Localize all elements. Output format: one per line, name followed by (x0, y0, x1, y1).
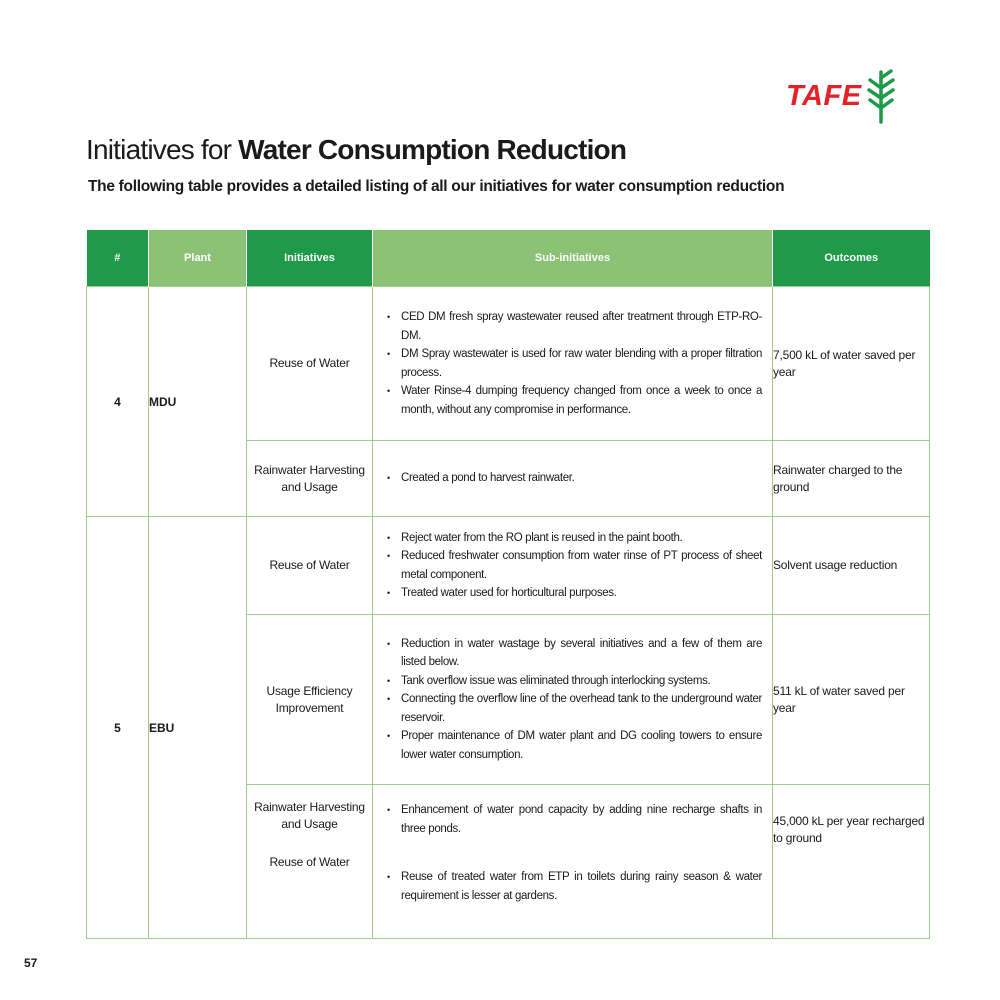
sub-initiative-item: • Created a pond to harvest rainwater. (387, 469, 762, 488)
header-outcomes: Outcomes (773, 230, 930, 287)
sub-initiative-item: • DM Spray wastewater is used for raw water blending with a proper filtration process. (387, 345, 762, 382)
row-initiative-secondary: Reuse of Water (269, 855, 350, 869)
row-outcome: Rainwater charged to the ground (773, 441, 930, 517)
sub-initiative-item: • Reduction in water wastage by several initiatives and a few of them are listed below. (387, 635, 762, 672)
page-number: 57 (24, 956, 38, 970)
logo-text: TAFE (786, 79, 862, 112)
row-sub-initiatives (373, 441, 773, 517)
table-row (87, 287, 930, 441)
sub-initiative-item: • Water Rinse-4 dumping frequency changed from once a week to once a month, without any compromise in performance. (387, 382, 762, 419)
sub-initiative-item: • Tank overflow issue was eliminated through interlocking systems. (387, 672, 762, 691)
table-header-row (87, 230, 930, 287)
row-outcome: 45,000 kL per year recharged to ground (773, 785, 930, 939)
row-initiative-cell (247, 785, 373, 939)
row-outcome: 511 kL of water saved per year (773, 615, 930, 785)
sub-initiative-item: • Treated water used for horticultural purposes. (387, 584, 762, 603)
row-initiative: Reuse of Water (247, 517, 373, 615)
header-number: # (87, 230, 149, 287)
header-plant: Plant (149, 230, 247, 287)
row-plant: EBU (149, 517, 247, 939)
row-sub-initiatives (373, 615, 773, 785)
row-number: 5 (87, 517, 149, 939)
sub-initiative-item: • Connecting the overflow line of the overhead tank to the underground water reservoir. (387, 690, 762, 727)
table-row (87, 517, 930, 615)
row-plant: MDU (149, 287, 247, 517)
row-initiative: Rainwater Harvesting and Usage (254, 800, 365, 831)
header-initiatives: Initiatives (247, 230, 373, 287)
page-title (86, 134, 626, 166)
tafe-logo (786, 66, 936, 126)
row-outcome: Solvent usage reduction (773, 517, 930, 615)
sub-initiative-item: • Reuse of treated water from ETP in toilets during rainy season & water requirement is lesser at gardens. (387, 868, 762, 905)
wheat-leaf-icon (866, 68, 896, 124)
initiatives-table (86, 230, 930, 939)
sub-initiative-item: • Reduced freshwater consumption from water rinse of PT process of sheet metal component. (387, 547, 762, 584)
sub-initiative-item: • Proper maintenance of DM water plant and DG cooling towers to ensure lower water consumption. (387, 727, 762, 764)
title-bold: Water Consumption Reduction (238, 134, 627, 165)
sub-initiative-item: • Reject water from the RO plant is reused in the paint booth. (387, 529, 762, 548)
row-initiative: Usage Efficiency Improvement (247, 615, 373, 785)
header-sub-initiatives: Sub-initiatives (373, 230, 773, 287)
title-light: Initiatives for (86, 134, 239, 165)
row-sub-initiatives (373, 785, 773, 939)
sub-initiative-item: • CED DM fresh spray wastewater reused after treatment through ETP-RO-DM. (387, 308, 762, 345)
row-initiative: Reuse of Water (247, 287, 373, 441)
row-outcome: 7,500 kL of water saved per year (773, 287, 930, 441)
row-number: 4 (87, 287, 149, 517)
page-subtitle: The following table provides a detailed listing of all our initiatives for water consumption reduction (88, 178, 785, 195)
sub-initiative-item: • Enhancement of water pond capacity by adding nine recharge shafts in three ponds. (387, 801, 762, 838)
row-sub-initiatives (373, 517, 773, 615)
row-initiative: Rainwater Harvesting and Usage (247, 441, 373, 517)
row-sub-initiatives (373, 287, 773, 441)
